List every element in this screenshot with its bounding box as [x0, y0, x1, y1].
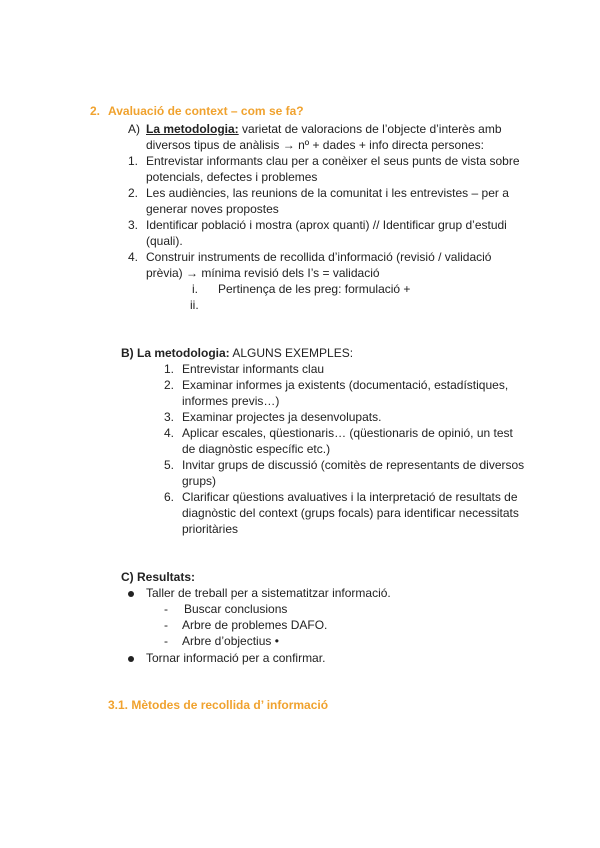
list-item-line: diagnòstic del context (grups focals) para identificar necessitats [182, 506, 519, 520]
list-item-num: 1. [164, 362, 175, 376]
list-item-line: Les audiències, las reunions de la comunitat i les entrevistes – per a [146, 186, 509, 200]
a-text-2: diversos tipus de anàlisis → nº + dades + info directa persones: [146, 138, 484, 152]
list-item-line: de diagnòstic específic etc.) [182, 442, 331, 456]
list-item-num: 1. [128, 154, 139, 168]
list-item-line: prèvia) → mínima revisió dels I’s = validació [146, 266, 380, 280]
list-item-line: informes previs…) [182, 394, 280, 408]
list-item-line: Construir instruments de recollida d’informació (revisió / validació [146, 250, 492, 264]
dash-icon: - [164, 618, 168, 632]
list-item-line: Entrevistar informants clau per a conèixer el seus punts de vista sobre [146, 154, 520, 168]
dash-item: Buscar conclusions [184, 602, 288, 616]
section-b-label-rest: ALGUNS EXEMPLES: [232, 346, 354, 360]
roman-num: ii. [190, 298, 199, 312]
list-item-line: Invitar grups de discussió (comitès de representants de diversos [182, 458, 525, 472]
list-item-num: 2. [164, 378, 175, 392]
list-item-num: 3. [128, 218, 139, 232]
list-item-num: 6. [164, 490, 175, 504]
section-3-1-title: 3.1. Mètodes de recollida d’ informació [108, 698, 329, 712]
list-item-line: potencials, defectes i problemes [146, 170, 318, 184]
bullet-text: Taller de treball per a sistematitzar informació. [146, 586, 391, 600]
roman-text: Pertinença de les preg: formulació + [218, 282, 411, 296]
list-item-line: (quali). [146, 234, 183, 248]
list-item-line: prioritàries [182, 522, 239, 536]
list-item-line: Identificar població i mostra (aprox quanti) // Identificar grup d’estudi [146, 218, 507, 232]
dash-icon: - [164, 634, 168, 648]
section-b-label: B) La metodologia: [121, 346, 230, 360]
section-b-heading [121, 345, 353, 361]
list-item-num: 4. [128, 250, 139, 264]
list-item-num: 2. [128, 186, 139, 200]
list-item-num: 4. [164, 426, 175, 440]
list-item-line: grups) [182, 474, 217, 488]
list-item-num: 5. [164, 458, 175, 472]
list-item-line: Entrevistar informants clau [182, 362, 325, 376]
dash-item: Arbre de problemes DAFO. [182, 618, 328, 632]
list-item-line: Aplicar escales, qüestionaris… (qüestionaris de opinió, un test [182, 426, 513, 440]
a-marker: A) [128, 122, 140, 136]
bullet-icon [128, 650, 134, 666]
dash-item: Arbre d’objectius • [182, 634, 279, 648]
roman-num: i. [192, 282, 198, 296]
a-line-1 [146, 121, 502, 137]
dash-icon: - [164, 602, 168, 616]
a-label: La metodologia: [146, 122, 239, 136]
a-text-1: varietat de valoracions de l’objecte d’interès amb [242, 122, 502, 136]
list-item-num: 3. [164, 410, 175, 424]
bullet-icon [128, 585, 134, 601]
list-item-line: Clarificar qüestions avaluatives i la interpretació de resultats de [182, 490, 518, 504]
list-item-line: Examinar informes ja existents (documentació, estadístiques, [182, 378, 509, 392]
section-2-number: 2. [90, 104, 101, 118]
section-c-label: C) Resultats: [121, 570, 196, 584]
section-2-title: Avaluació de context – com se fa? [108, 104, 304, 118]
list-item-line: Examinar projectes ja desenvolupats. [182, 410, 382, 424]
list-item-line: generar noves propostes [146, 202, 279, 216]
bullet-text: Tornar informació per a confirmar. [146, 651, 326, 665]
